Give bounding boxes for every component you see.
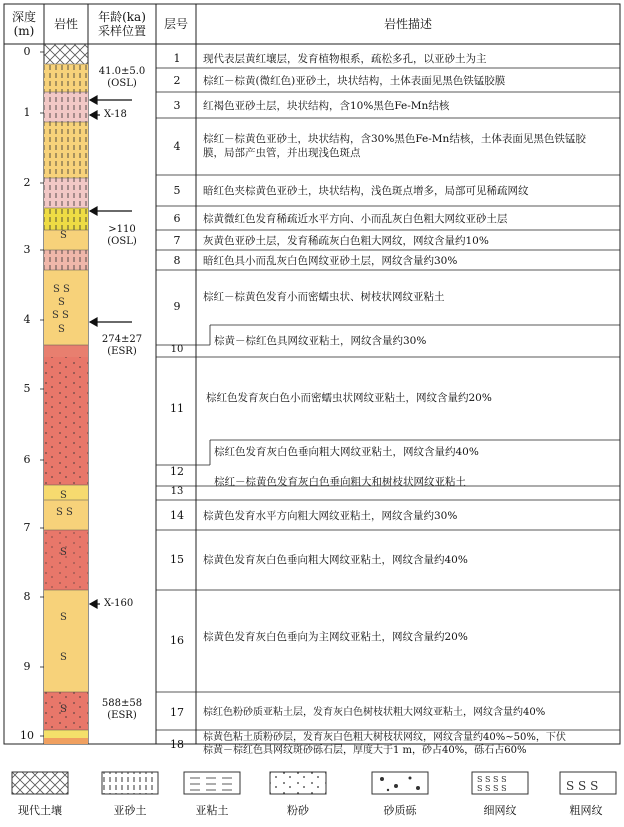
depth-label: 2: [23, 176, 31, 189]
layer-number: 18: [170, 738, 184, 751]
sample-label: X-160: [104, 598, 134, 609]
header-layer-no: 层号: [163, 17, 188, 31]
svg-text:S S S S: S S S S: [477, 775, 507, 784]
layer-number: 8: [173, 254, 181, 267]
svg-text:S: S: [60, 490, 67, 501]
layer-description: 棕黄色发育灰白色垂向粗大网纹亚粘土，网纹含量约40%: [203, 554, 468, 566]
age-annotation: >110 (OSL): [107, 224, 137, 247]
layer-number: 12: [170, 465, 184, 478]
layer-number: 1: [173, 52, 181, 65]
layer-description: 棕红色粉砂质亚粘土层，发育灰白色树枝状粗大网纹亚粘土，网纹含量约40%: [203, 707, 546, 718]
layer-number: 7: [173, 234, 181, 247]
legend-label: 细网纹: [483, 804, 517, 817]
layer-number: 16: [170, 634, 184, 647]
layer-description: 暗红色具小而乱灰白色网纹亚砂土层，网纹含量约30%: [203, 255, 458, 267]
depth-label: 5: [23, 382, 31, 395]
layer-number: 10: [170, 344, 184, 355]
depth-label: 9: [23, 660, 31, 673]
legend-label: 粉砂: [287, 804, 309, 817]
depth-label: 0: [23, 45, 31, 58]
age-annotation: 41.0±5.0 (OSL): [98, 66, 146, 89]
layer-description: 棕黄－棕红色具网纹亚粘土，网纹含量约30%: [214, 335, 427, 347]
header-depth: 深度 (m): [11, 10, 36, 38]
layer-description: 棕黄色粘土质粉砂层，发育灰白色粗大树枝状网纹，网纹含量约40%~50%，下伏 棕黄－棕红色具网纹斑砂砾石层，厚度大于1 m，砂占40%，砾石占60%: [203, 732, 566, 756]
layer-number: 9: [173, 300, 181, 313]
svg-text:S S S: S S S: [566, 779, 599, 793]
legend-label: 亚粘土: [195, 804, 229, 817]
layer-description: 暗红色夹棕黄色亚砂土，块状结构，浅色斑点增多，局部可见稀疏网纹: [203, 185, 529, 197]
layer-number: 6: [173, 212, 181, 225]
layer-description: 棕黄色发育水平方向粗大网纹亚粘土，网纹含量约30%: [203, 510, 458, 522]
layer-description: 现代表层黄红壤层，发育植物根系，疏松多孔，以亚砂土为主: [203, 53, 487, 65]
layer-description: 棕红－棕黄(微红色)亚砂土，块状结构，土体表面见黑色铁锰胶膜: [203, 75, 506, 87]
legend-label: 砂质砾: [383, 804, 417, 817]
svg-text:S: S: [60, 612, 67, 623]
layer-number: 15: [170, 553, 184, 566]
svg-text:S S: S S: [56, 507, 73, 518]
header-description: 岩性描述: [383, 17, 432, 31]
lithology-column: [44, 44, 88, 744]
depth-label: 10: [20, 729, 34, 742]
layer-description: 灰黄色亚砂土层，发育稀疏灰白色粗大网纹，网纹含量约10%: [203, 235, 489, 247]
svg-text:S: S: [60, 547, 67, 558]
layer-number: 17: [170, 706, 184, 719]
depth-label: 4: [23, 313, 31, 326]
depth-label: 6: [23, 453, 31, 466]
layer-number: 2: [173, 74, 181, 87]
header-lithology: 岩性: [53, 17, 78, 31]
layer-number: 13: [170, 486, 184, 497]
layer-number: 5: [173, 184, 181, 197]
layer-description: 棕红－棕黄色亚砂土，块状结构，含30%黑色Fe-Mn结核，土体表面见黑色铁锰胶膜，局部产虫管，并出现浅色斑点: [203, 133, 586, 159]
svg-text:S S: S S: [53, 284, 70, 295]
legend-label: 亚砂土: [113, 804, 147, 817]
depth-label: 1: [23, 106, 31, 119]
depth-label: 7: [23, 521, 31, 534]
svg-text:S S: S S: [52, 310, 69, 321]
age-annotation: 274±27 (ESR): [101, 334, 143, 357]
svg-text:S: S: [60, 704, 67, 715]
svg-text:S S S S: S S S S: [477, 784, 507, 793]
age-annotation: 588±58 (ESR): [101, 698, 143, 721]
svg-text:S: S: [60, 652, 67, 663]
layer-description: 棕黄微红色发育稀疏近水平方向、小而乱灰白色粗大网纹亚砂土层: [203, 213, 508, 225]
layer-number: 3: [173, 99, 181, 112]
legend-label: 现代土壤: [18, 804, 62, 817]
layer-description: 棕黄色发育灰白色垂向为主网纹亚粘土，网纹含量约20%: [203, 631, 468, 643]
depth-label: 3: [23, 243, 31, 256]
svg-text:S: S: [58, 297, 65, 308]
header-age: 年龄(ka) 采样位置: [97, 10, 146, 38]
layer-description: 棕红－棕黄色发育小而密蠕虫状、树枝状网纹亚粘土: [203, 291, 445, 303]
svg-text:S: S: [58, 324, 65, 335]
sample-label: X-18: [104, 109, 127, 120]
layer-description: 棕红色发育灰白色垂向粗大网纹亚粘土，网纹含量约40%: [214, 446, 479, 458]
layer-number: 4: [173, 140, 181, 153]
layer-description: 棕红色发育灰白色小而密蠕虫状网纹亚粘土，网纹含量约20%: [206, 392, 492, 404]
layer-description: 棕红－棕黄色发育灰白色垂向粗大和树枝状网纹亚粘土: [214, 476, 466, 488]
layer-number: 11: [170, 402, 184, 415]
depth-label: 8: [23, 590, 31, 603]
layer-number: 14: [170, 509, 184, 522]
svg-text:S: S: [60, 230, 67, 241]
layer-description: 红褐色亚砂土层，块状结构，含10%黑色Fe-Mn结核: [203, 100, 450, 112]
legend-label: 粗网纹: [569, 804, 603, 817]
